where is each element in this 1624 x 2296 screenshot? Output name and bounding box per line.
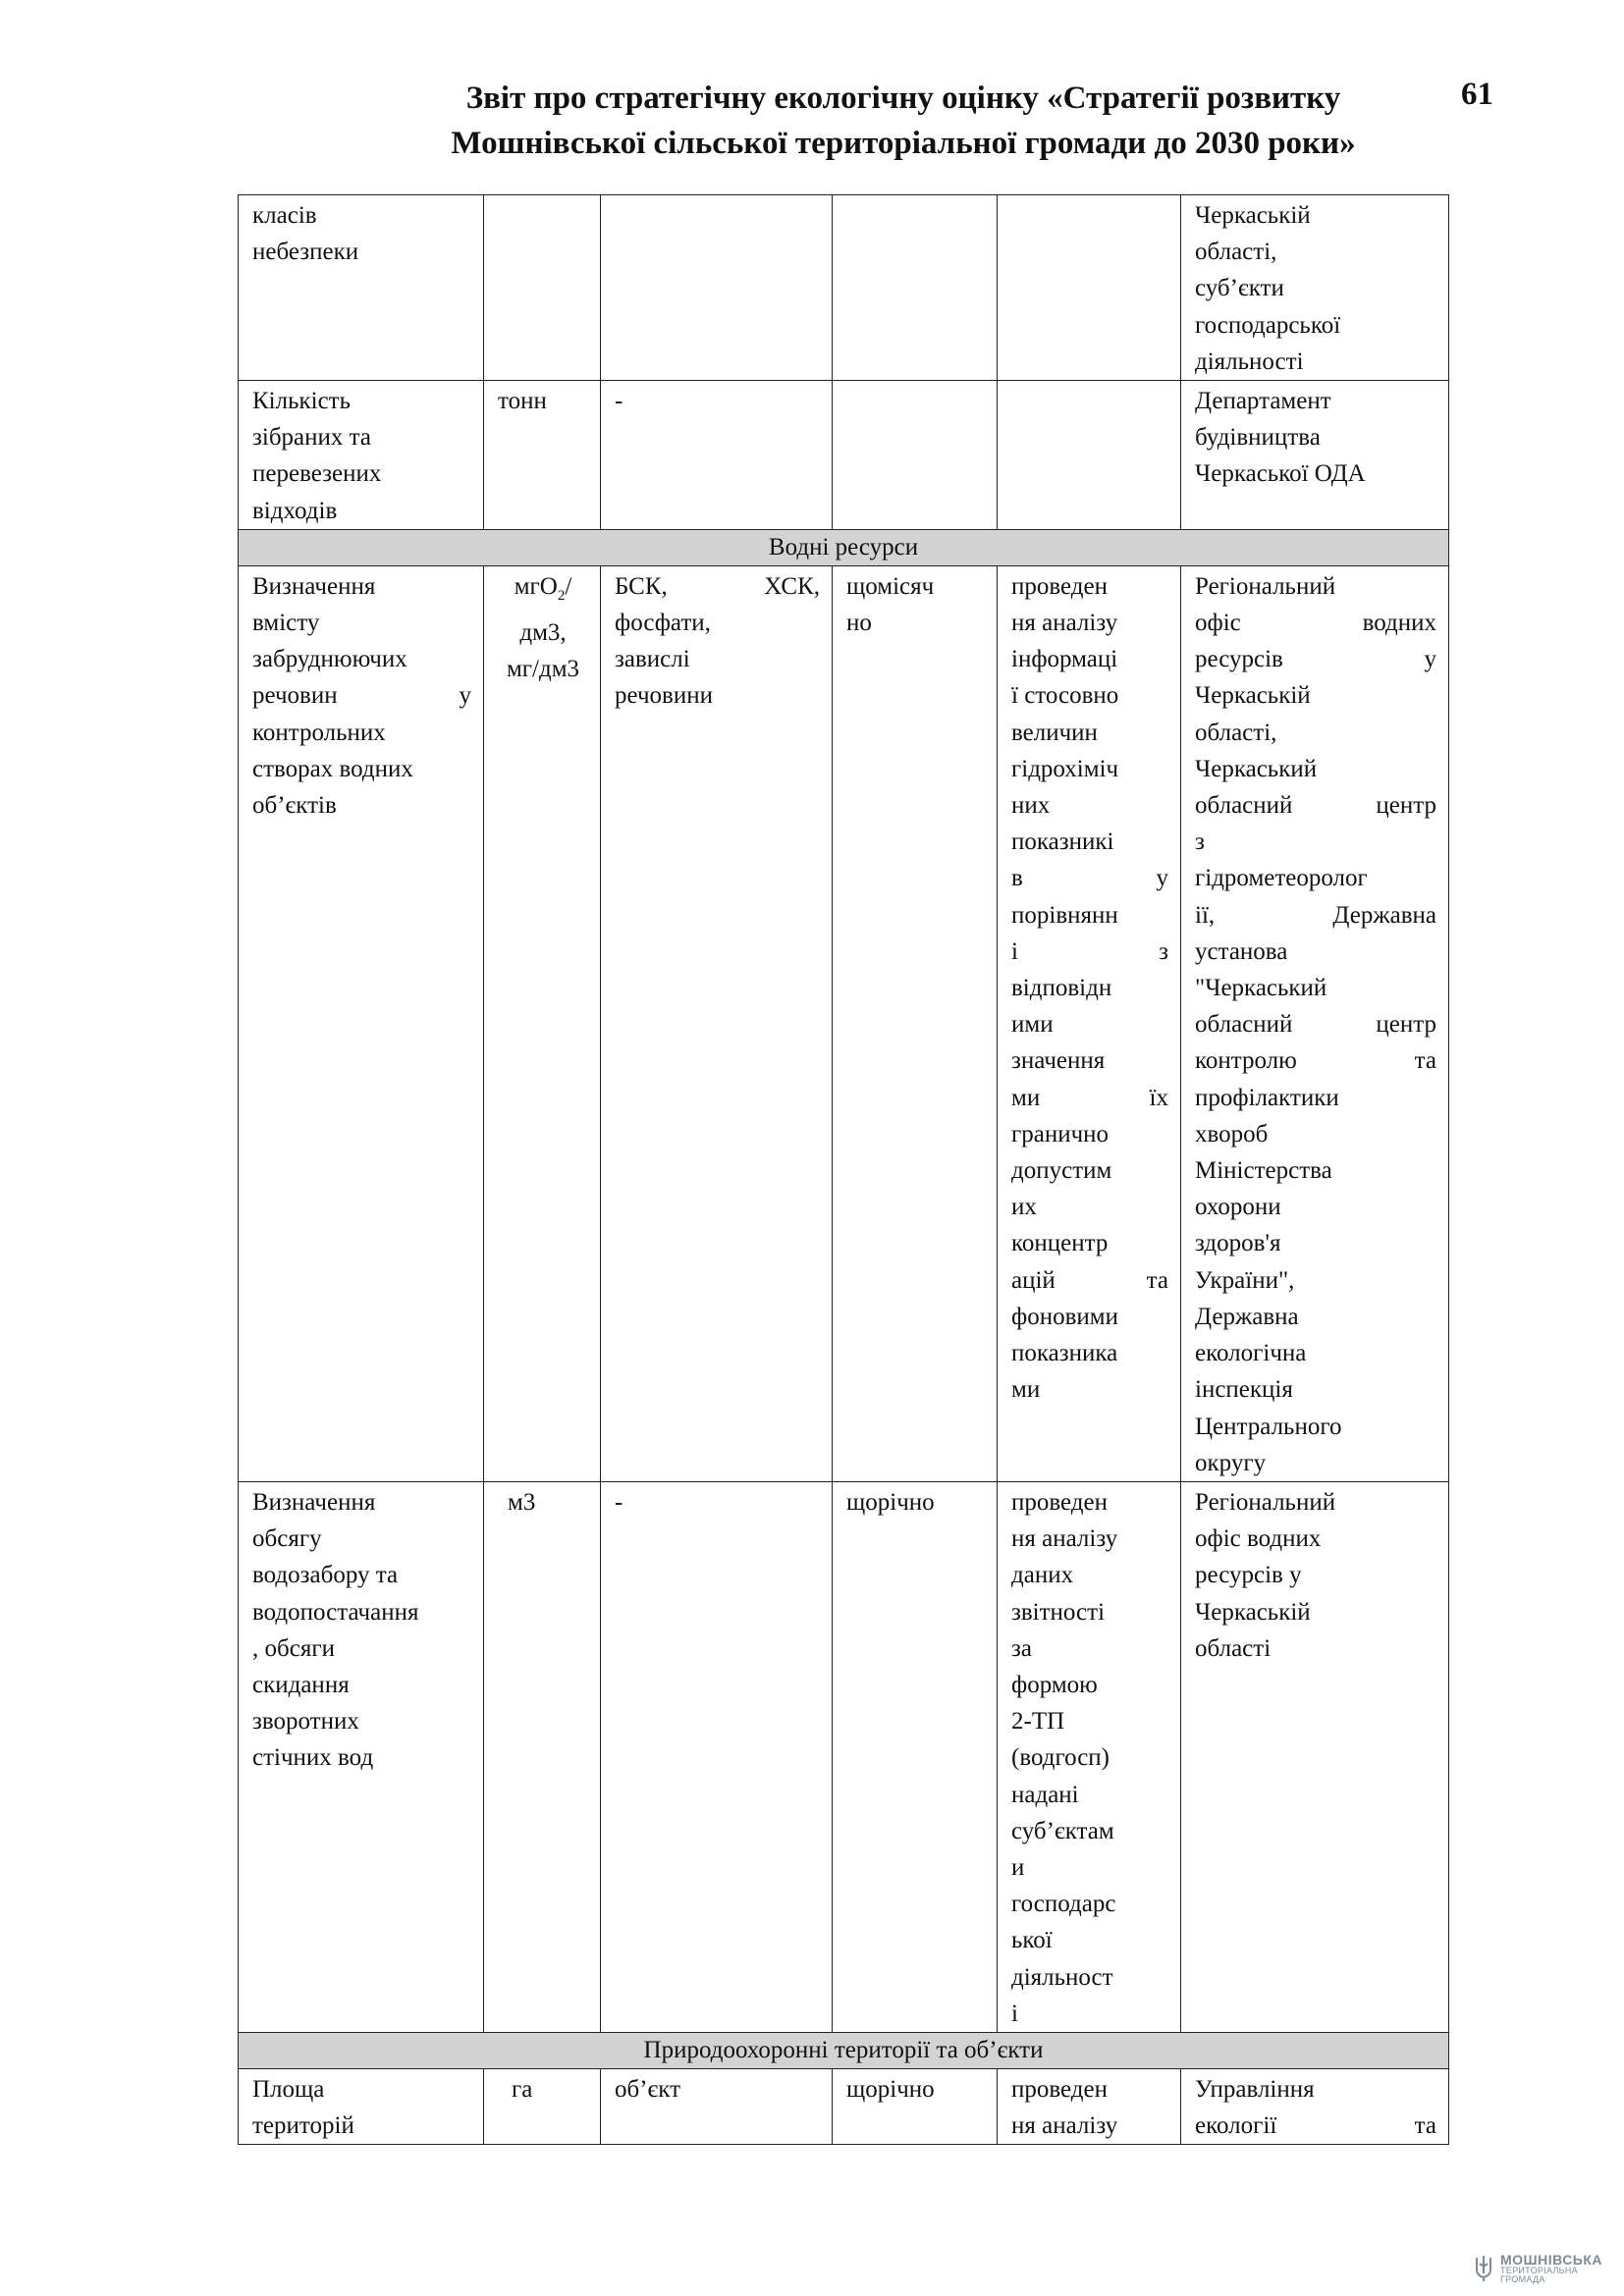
cell-line: но	[846, 610, 872, 637]
cell-line: області,	[1195, 239, 1277, 266]
header-title-line-2: Мошнівської сільської територіальної громади до 2030 роки»	[451, 125, 1356, 161]
trident-icon	[1473, 2254, 1494, 2283]
cell-line: округу	[1195, 1449, 1267, 1476]
unit-cell	[484, 195, 601, 381]
responsible-cell	[1181, 381, 1449, 530]
cell-line	[1011, 1080, 1168, 1116]
cell-line: з	[1195, 828, 1205, 856]
table-row	[239, 381, 1449, 530]
cell-line: стічних вод	[252, 1744, 374, 1772]
indicator-cell	[239, 2068, 484, 2144]
parameter-cell: -	[601, 381, 833, 530]
frequency-cell: щорічно	[833, 1481, 998, 2032]
cell-line: Регіональний	[1195, 572, 1336, 600]
cell-line: показника	[1011, 1340, 1118, 1367]
cell-line: вмісту	[252, 610, 320, 637]
frequency-cell	[833, 195, 998, 381]
monitoring-table	[238, 194, 1449, 2145]
cell-line: області,	[1195, 719, 1277, 746]
cell-line: гідрохіміч	[1011, 755, 1119, 782]
cell-line: звітності	[1011, 1598, 1106, 1626]
cell-word: Державна	[1332, 901, 1436, 929]
cell-line: водопостачання	[252, 1598, 419, 1626]
cell-line: показникі	[1011, 828, 1114, 856]
cell-line: територій	[252, 2112, 354, 2140]
cell-line: гідрометеоролог	[1195, 865, 1368, 892]
cell-line: і	[1011, 2000, 1018, 2027]
cell-line: Черкаській	[1195, 682, 1311, 710]
cell-line: формою	[1011, 1671, 1098, 1698]
cell-line: зворотних	[252, 1708, 359, 1735]
cell-line: Черкаський	[1195, 755, 1318, 782]
parameter-cell	[601, 195, 833, 381]
cell-line: 2-ТП	[1011, 1708, 1065, 1735]
cell-line: Черкаської ОДА	[1195, 460, 1366, 488]
cell-line: Визначення	[252, 572, 376, 600]
cell-line: установа	[1195, 937, 1288, 965]
cell-line: суб’єкти	[1195, 275, 1284, 302]
cell-line: діяльності	[1195, 347, 1304, 375]
cell-line	[1011, 934, 1168, 970]
cell-word: водних	[1362, 610, 1436, 637]
cell-word: та	[1414, 2112, 1436, 2140]
method-cell	[998, 2068, 1181, 2144]
cell-line: допустим	[1011, 1157, 1112, 1185]
cell-line: значення	[1011, 1047, 1106, 1075]
method-cell	[998, 565, 1181, 1481]
cell-line: України",	[1195, 1266, 1295, 1294]
cell-line: ня аналізу	[1011, 1525, 1118, 1553]
cell-word: центр	[1376, 1011, 1436, 1039]
unit-cell: м3	[484, 1481, 601, 2032]
cell-line: ї стосовно	[1011, 682, 1119, 710]
table-row	[239, 565, 1449, 1481]
cell-word: ми	[1011, 1084, 1041, 1111]
cell-line: ької	[1011, 1927, 1053, 1954]
cell-line: них	[1011, 792, 1051, 820]
cell-line: будівництва	[1195, 424, 1321, 452]
cell-line	[1195, 641, 1436, 677]
cell-line: офіс водних	[1195, 1525, 1322, 1553]
cell-line: дм3,	[519, 619, 567, 647]
section-title: Природоохоронні території та об’єкти	[239, 2032, 1449, 2068]
cell-line: господарс	[1011, 1891, 1116, 1918]
cell-line: Кількість	[252, 388, 352, 415]
cell-line	[1195, 787, 1436, 824]
method-cell	[998, 381, 1181, 530]
parameter-cell	[601, 565, 833, 1481]
frequency-cell: щорічно	[833, 2068, 998, 2144]
cell-line: охорони	[1195, 1194, 1281, 1221]
frequency-cell	[833, 381, 998, 530]
cell-word: ацій	[1011, 1266, 1056, 1294]
cell-line: ими	[1011, 1011, 1054, 1039]
cell-word: центр	[1376, 792, 1436, 820]
cell-word: обласний	[1195, 792, 1293, 820]
cell-line: Департамент	[1195, 388, 1331, 415]
cell-line: порівнянн	[1011, 901, 1118, 929]
cell-line: за	[1011, 1634, 1032, 1662]
cell-word: ії,	[1195, 901, 1216, 929]
cell-line: величин	[1011, 719, 1098, 746]
cell-word: екології	[1195, 2112, 1277, 2140]
cell-line: Черкаській	[1195, 1598, 1311, 1626]
cell-word: офіс	[1195, 610, 1241, 637]
cell-line: проведен	[1011, 1488, 1108, 1516]
cell-line: Визначення	[252, 1488, 376, 1516]
cell-line	[1011, 1262, 1168, 1299]
cell-line: щомісяч	[846, 572, 935, 600]
cell-line: екологічна	[1195, 1340, 1307, 1367]
unit-cell: тонн	[484, 381, 601, 530]
cell-word: у	[1156, 865, 1168, 892]
cell-line: діяльност	[1011, 1963, 1113, 1991]
cell-line: області	[1195, 1634, 1272, 1662]
cell-line: (водгосп)	[1011, 1744, 1110, 1772]
cell-line: Регіональний	[1195, 1488, 1336, 1516]
cell-word: ХСК,	[764, 572, 820, 600]
cell-word: БСК,	[615, 572, 668, 600]
section-title: Водні ресурси	[239, 529, 1449, 565]
cell-line: відходів	[252, 497, 338, 524]
cell-line: забруднюючих	[252, 646, 407, 673]
logo-text-1: МОШНІВСЬКА	[1500, 2252, 1603, 2268]
cell-line: "Черкаський	[1195, 975, 1327, 1002]
cell-word: контролю	[1195, 1047, 1297, 1075]
cell-word: речовин	[252, 682, 338, 710]
cell-line: зібраних та	[252, 424, 371, 452]
unit-rest	[498, 614, 588, 687]
cell-line: и	[1011, 1853, 1025, 1881]
section-row-protected	[239, 2032, 1449, 2068]
cell-word: і	[1011, 937, 1018, 965]
responsible-cell	[1181, 195, 1449, 381]
parameter-cell: -	[601, 1481, 833, 2032]
cell-word: та	[1414, 1047, 1436, 1075]
logo-text-3: ГРОМАДА	[1500, 2274, 1545, 2284]
cell-word: ресурсів	[1195, 646, 1283, 673]
unit-cell	[484, 565, 601, 1481]
cell-line: класів	[252, 202, 317, 229]
cell-line	[1195, 1006, 1436, 1042]
cell-line: мг/дм3	[506, 656, 580, 683]
cell-line	[252, 677, 471, 714]
cell-line	[1195, 605, 1436, 641]
method-cell	[998, 1481, 1181, 2032]
indicator-cell	[239, 195, 484, 381]
cell-line: інспекція	[1195, 1376, 1293, 1404]
cell-word: з	[1159, 937, 1168, 965]
cell-line: ня аналізу	[1011, 2112, 1118, 2140]
cell-line: Державна	[1195, 1303, 1299, 1330]
cell-word: та	[1146, 1266, 1168, 1294]
responsible-cell	[1181, 2068, 1449, 2144]
indicator-cell	[239, 565, 484, 1481]
cell-line: фоновими	[1011, 1303, 1118, 1330]
cell-line: суб’єктам	[1011, 1817, 1114, 1844]
cell-line: контрольних	[252, 719, 386, 746]
cell-line: Міністерства	[1195, 1157, 1332, 1185]
cell-line: Черкаській	[1195, 202, 1311, 229]
cell-word: у	[1424, 646, 1436, 673]
cell-line: проведен	[1011, 2075, 1108, 2103]
cell-line: перевезених	[252, 460, 382, 488]
cell-line	[1011, 860, 1168, 896]
unit-cell: га	[484, 2068, 601, 2144]
cell-word: в	[1011, 865, 1023, 892]
cell-line: обсягу	[252, 1525, 322, 1553]
responsible-cell	[1181, 565, 1449, 1481]
community-logo	[1473, 2253, 1602, 2284]
cell-line: небезпеки	[252, 239, 359, 266]
cell-line: проведен	[1011, 572, 1108, 600]
cell-line: завислі	[615, 646, 690, 673]
cell-line: даних	[1011, 1562, 1074, 1589]
cell-line	[1195, 2108, 1436, 2144]
cell-line: господарської	[1195, 311, 1341, 339]
indicator-cell	[239, 381, 484, 530]
header-title-line-1: Звіт про стратегічну екологічну оцінку «Стратегії розвитку	[465, 80, 1341, 116]
cell-line	[615, 568, 820, 605]
page-header	[393, 77, 1414, 166]
frequency-cell	[833, 565, 998, 1481]
cell-line: фосфати,	[615, 610, 711, 637]
logo-text-2: ТЕРИТОРІАЛЬНА	[1500, 2266, 1578, 2275]
cell-line: гранично	[1011, 1120, 1110, 1148]
cell-line: , обсяги	[252, 1634, 335, 1662]
indicator-cell	[239, 1481, 484, 2032]
cell-line: інформаці	[1011, 646, 1118, 673]
cell-line: их	[1011, 1194, 1037, 1221]
cell-line: профілактики	[1195, 1084, 1339, 1111]
parameter-cell: об’єкт	[601, 2068, 833, 2144]
cell-line: ми	[1011, 1376, 1041, 1404]
cell-line: надані	[1011, 1781, 1079, 1808]
table-row	[239, 2068, 1449, 2144]
method-cell	[998, 195, 1181, 381]
unit-line: мгO$_2$/	[514, 572, 572, 604]
cell-line: концентр	[1011, 1230, 1109, 1257]
cell-line: створах водних	[252, 755, 413, 782]
responsible-cell	[1181, 1481, 1449, 2032]
cell-line: Площа	[252, 2075, 325, 2103]
cell-line: водозабору та	[252, 1562, 399, 1589]
table-row	[239, 1481, 1449, 2032]
cell-word: у	[459, 682, 471, 710]
cell-line: ресурсів у	[1195, 1562, 1302, 1589]
cell-word: їх	[1149, 1084, 1168, 1111]
page-number: 61	[1461, 77, 1493, 112]
cell-line: здоров'я	[1195, 1230, 1281, 1257]
cell-line	[1195, 1042, 1436, 1079]
cell-line: речовини	[615, 682, 713, 710]
cell-line: скидання	[252, 1671, 350, 1698]
cell-line: об’єктів	[252, 792, 337, 820]
cell-line: Центрального	[1195, 1413, 1342, 1440]
cell-line: хвороб	[1195, 1120, 1269, 1148]
cell-line: відповідн	[1011, 975, 1112, 1002]
cell-word: обласний	[1195, 1011, 1293, 1039]
cell-line: ня аналізу	[1011, 610, 1118, 637]
cell-line: Управління	[1195, 2075, 1315, 2103]
table-row	[239, 195, 1449, 381]
cell-line	[1195, 897, 1436, 934]
section-row-water	[239, 529, 1449, 565]
